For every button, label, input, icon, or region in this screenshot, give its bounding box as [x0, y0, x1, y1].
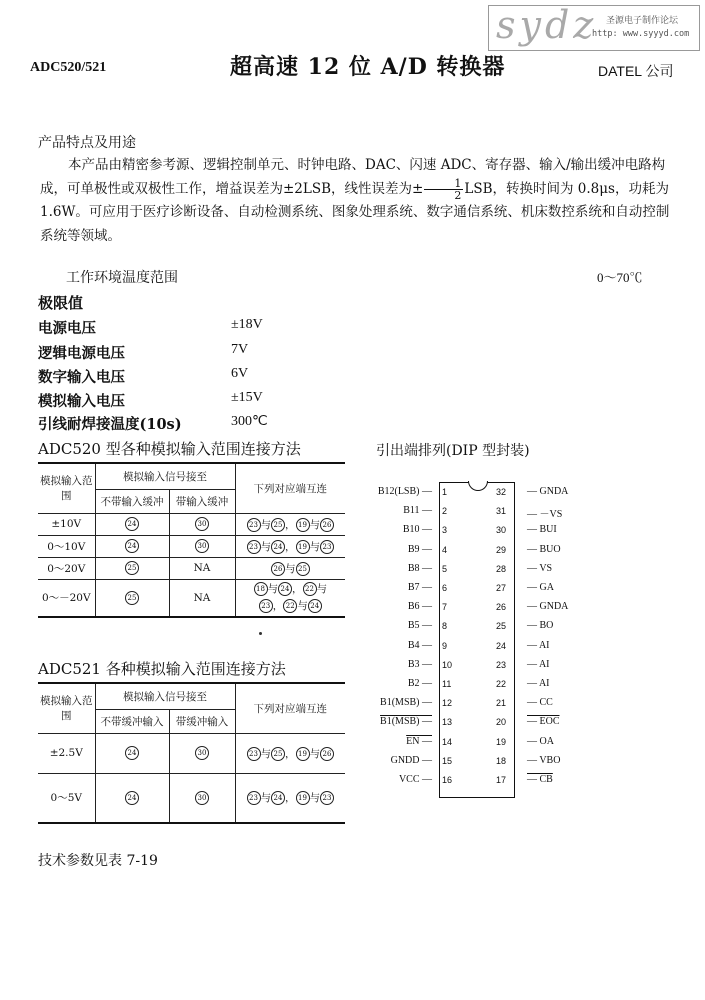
features-text-b: LSB，转换时间为 0.8μs，功耗为 1.6W。可应用于医疗诊断设备、自动检测系统、图象处理系统、数字通信系统、机床数控系统和自动控制系统等领域。 [40, 180, 670, 244]
pin-number: 32 [496, 487, 507, 497]
pin-ref: 19 [296, 747, 310, 761]
limit-value: 6V [231, 366, 249, 381]
fraction-numerator: 1 [424, 178, 463, 190]
pin-ref: 19 [296, 540, 310, 554]
limit-name: 逻辑电源电压 [38, 345, 125, 362]
table521-header-signal: 模拟输入信号接至 [95, 683, 235, 709]
pin-number: 27 [496, 583, 507, 593]
table520-header-signal: 模拟输入信号接至 [95, 463, 235, 489]
pin-ref: 24 [308, 599, 322, 613]
pin-label-right: — AI [527, 639, 550, 651]
pin-label-right: — BUO [527, 543, 561, 555]
joiner-text: 与 [297, 599, 308, 612]
separator-text: ， [285, 518, 296, 531]
pin-ref: 26 [320, 747, 334, 761]
limit-value: 300℃ [231, 414, 268, 429]
limit-name: 电源电压 [38, 320, 96, 337]
pin-ref: 23 [247, 791, 261, 805]
watermark-site-name: 圣源电子制作论坛 [606, 16, 679, 26]
pin-label-left: B2 — [407, 678, 432, 689]
pin-label-left: VCC — [398, 774, 432, 785]
company-name: DATEL 公司 [598, 63, 674, 79]
pin-label-right: — AI [527, 678, 550, 689]
range-cell: ±10V [38, 513, 95, 535]
pin-ref: 19 [296, 518, 310, 532]
pin-number: 26 [496, 602, 507, 613]
pin-number: 31 [496, 506, 507, 517]
limit-value: 7V [231, 342, 249, 357]
table520-header-buf: 带输入缓冲 [169, 489, 235, 513]
separator-text: ， [285, 792, 296, 805]
limits-heading: 极限值 [38, 294, 84, 312]
pin-ref: 30 [195, 746, 209, 760]
pin-number: 22 [496, 679, 507, 689]
joiner-text: 与 [309, 518, 320, 531]
pin-label-right: — GA [527, 582, 554, 593]
pin-number: 16 [442, 775, 453, 785]
pin-ref: 25 [125, 591, 139, 605]
pin-number: 21 [496, 698, 507, 709]
pin-label-right: — VBO [527, 754, 561, 766]
pin-ref: 22 [303, 582, 317, 596]
pin-ref: 19 [296, 791, 310, 805]
pin-number: 17 [496, 775, 507, 785]
joiner-text: 与 [316, 582, 327, 595]
pin-number: 4 [442, 544, 448, 555]
pin-ref: 24 [271, 791, 285, 805]
limit-name: 引线耐焊接温度(10s) [38, 416, 182, 433]
pin-ref: 23 [320, 791, 334, 805]
pin-number: 12 [442, 698, 453, 709]
model-number: ADC520/521 [30, 60, 107, 75]
limit-name: 数字输入电压 [38, 369, 125, 386]
pin-label-right: — GNDA [527, 486, 569, 497]
separator-text: ， [292, 582, 303, 595]
pin-ref: 25 [271, 747, 285, 761]
pin-ref: 23 [259, 599, 273, 613]
pin-ref: 24 [125, 517, 139, 531]
pin-number: 10 [442, 659, 453, 670]
features-text-a: 本产品由精密参考源、逻辑控制单元、时钟电路、DAC、闪速 ADC、寄存器、输入/输出缓冲电路构成，可单极性或双极性工作，增益误差为±2LSB，线性误差为± [40, 157, 666, 197]
joiner-text: 与 [309, 540, 320, 553]
pin-label-right: — BO [527, 620, 554, 632]
pin-number: 28 [496, 563, 507, 574]
pin-number: 7 [442, 602, 448, 613]
pin-number: 15 [442, 755, 453, 766]
pin-number: 2 [442, 506, 448, 517]
pin-ref: 24 [271, 540, 285, 554]
pin-ref: 26 [271, 562, 285, 576]
buf-cell: NA [169, 557, 235, 579]
watermark-logo-text: sydz [496, 3, 598, 47]
temperature-value: 0～70℃ [597, 270, 643, 285]
table520-header-nobuf: 不带输入缓冲 [95, 489, 169, 513]
pin-number: 5 [442, 563, 448, 574]
pin-number: 14 [442, 736, 453, 747]
pin-label-left: B3 — [407, 658, 432, 670]
pin-label-left: B1(MSB) — [380, 716, 432, 728]
table520-header-range: 模拟输入范围 [38, 463, 95, 513]
pin-ref: 30 [195, 791, 209, 805]
range-cell: 0～－20V [38, 579, 95, 617]
pin-number: 9 [442, 640, 448, 651]
separator-text: ， [285, 747, 296, 760]
pin-label-right: — VS [527, 562, 553, 574]
pin-ref: 18 [254, 582, 268, 596]
pin-number: 11 [442, 679, 452, 689]
pin-ref: 25 [271, 518, 285, 532]
pin-number: 6 [442, 583, 448, 593]
pin-number: 20 [496, 717, 507, 728]
joiner-text: 与 [285, 562, 296, 575]
joiner-text: 与 [260, 747, 271, 760]
watermark-url: http: www.syyyd.com [592, 29, 690, 39]
footer-note: 技术参数见表 7-19 [38, 853, 158, 869]
pin-ref: 24 [125, 539, 139, 553]
table520-header-short: 下列对应端互连 [235, 463, 345, 513]
pin-number: 8 [442, 621, 448, 632]
pin-label-right: — EOC [527, 716, 560, 728]
table521-title: ADC521 各种模拟输入范围连接方法 [38, 660, 286, 678]
pin-number: 29 [496, 544, 507, 555]
pin-label-left: B10 — [402, 524, 432, 536]
pin-ref: 22 [283, 599, 297, 613]
pin-ref: 30 [195, 517, 209, 531]
pin-number: 25 [496, 621, 507, 632]
pin-number: 30 [496, 525, 507, 536]
pin-label-right: — －VS [527, 509, 563, 521]
separator-text: ， [272, 599, 284, 612]
pin-number: 19 [496, 736, 507, 747]
pin-number: 18 [496, 755, 507, 766]
pin-label-left: B9 — [407, 543, 432, 555]
pin-ref: 23 [320, 540, 334, 554]
table521-header-range: 模拟输入范围 [38, 683, 95, 733]
pin-ref: 26 [320, 518, 334, 532]
pin-label-left: B11 — [403, 505, 432, 517]
pin-label-left: B7 — [407, 582, 432, 593]
table521-header-nobuf: 不带缓冲输入 [95, 709, 169, 733]
pin-label-left: GNDD — [390, 754, 432, 766]
pin-label-right: — BUI [527, 524, 557, 536]
pin-number: 23 [496, 659, 507, 670]
pin-ref: 23 [247, 747, 261, 761]
joiner-text: 与 [260, 540, 271, 553]
fraction-denominator: 2 [454, 188, 462, 202]
page-title: 超高速 12 位 A/D 转换器 [230, 54, 506, 80]
pin-label-right: — AI [527, 658, 550, 670]
pin-label-left: B5 — [407, 620, 432, 632]
limit-name: 模拟输入电压 [38, 393, 125, 410]
pin-number: 13 [442, 717, 453, 728]
table521-header-buf: 带缓冲输入 [169, 709, 235, 733]
pin-label-left: B12(LSB) — [377, 486, 432, 497]
temperature-label: 工作环境温度范围 [66, 270, 178, 286]
pin-label-right: — CC [527, 697, 553, 709]
pin-number: 3 [442, 525, 448, 536]
pin-label-left: B8 — [407, 562, 432, 574]
joiner-text: 与 [260, 518, 271, 531]
range-cell: 0～5V [38, 773, 95, 823]
limit-value: ±15V [231, 390, 263, 405]
pin-ref: 25 [125, 561, 139, 575]
pin-label-left: EN — [406, 735, 432, 747]
joiner-text: 与 [267, 582, 278, 595]
pin-ref: 24 [278, 582, 292, 596]
pin-label-left: B1(MSB) — [380, 697, 432, 709]
joiner-text: 与 [260, 792, 271, 805]
range-cell: 0～10V [38, 535, 95, 557]
buf-cell: NA [169, 579, 235, 617]
pin-label-left: B6 — [407, 601, 432, 613]
pin-ref: 23 [247, 540, 261, 554]
range-cell: 0～20V [38, 557, 95, 579]
joiner-text: 与 [309, 747, 320, 760]
pin-label-right: — OA [527, 735, 554, 747]
pin-number: 24 [496, 640, 507, 651]
pin-ref: 23 [247, 518, 261, 532]
pin-label-left: B4 — [407, 639, 432, 651]
pin-ref: 25 [296, 562, 310, 576]
table521-header-short: 下列对应端互连 [235, 683, 345, 733]
joiner-text: 与 [309, 792, 320, 805]
pin-label-right: — GNDA [527, 601, 569, 613]
range-cell: ±2.5V [38, 733, 95, 773]
table520-title: ADC520 型各种模拟输入范围连接方法 [38, 440, 301, 458]
separator-text: ， [285, 540, 296, 553]
pinout-title: 引出端排列(DIP 型封装) [376, 443, 530, 459]
pin-label-right: — CB [527, 774, 553, 785]
pin-ref: 24 [125, 791, 139, 805]
features-heading: 产品特点及用途 [38, 135, 136, 151]
limit-value: ±18V [231, 317, 263, 332]
pin-ref: 24 [125, 746, 139, 760]
pin-ref: 30 [195, 539, 209, 553]
pin-number: 1 [442, 487, 448, 497]
